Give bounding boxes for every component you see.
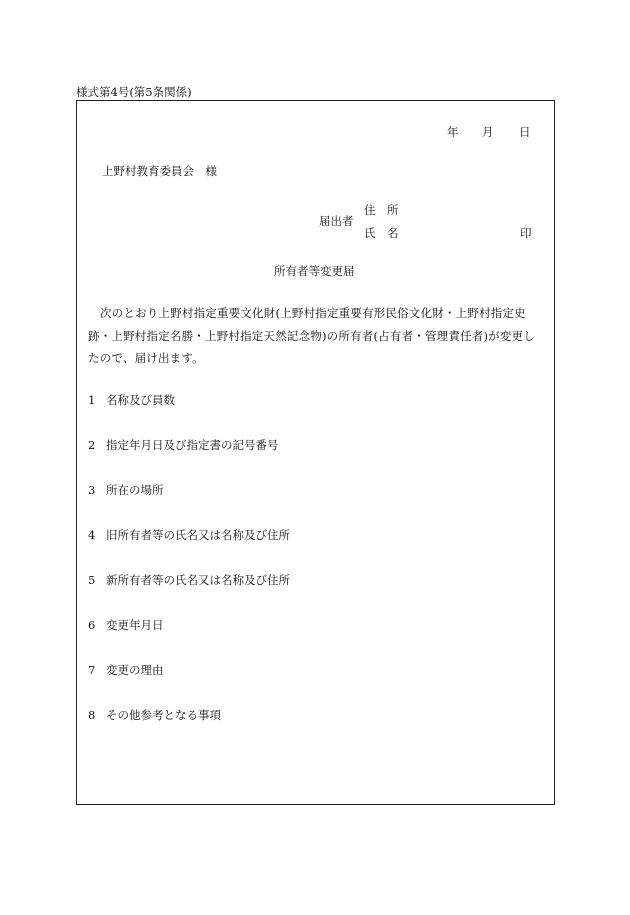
address-label: 住 所 — [364, 203, 399, 217]
list-item — [88, 707, 221, 723]
seal-label: 印 — [520, 226, 532, 240]
list-item — [88, 437, 279, 453]
item-number: 3 — [88, 483, 96, 497]
list-item — [88, 392, 175, 408]
item-label: 旧所有者等の氏名又は名称及び住所 — [106, 528, 290, 542]
item-number: 4 — [88, 528, 96, 542]
addressee: 上野村教育委員会 様 — [102, 164, 217, 178]
item-label: 新所有者等の氏名又は名称及び住所 — [106, 573, 290, 587]
date-month-label: 月 — [482, 125, 494, 139]
item-label: 変更年月日 — [106, 618, 164, 632]
item-label: 変更の理由 — [106, 663, 164, 677]
item-number: 2 — [88, 438, 96, 452]
list-item — [88, 572, 290, 588]
document-title: 所有者等変更届 — [274, 264, 355, 278]
item-number: 8 — [88, 708, 96, 722]
item-label: その他参考となる事項 — [106, 708, 221, 722]
item-number: 1 — [88, 393, 96, 407]
form-number-label: 様式第4号(第5条関係) — [76, 85, 192, 99]
date-year-label: 年 — [447, 125, 459, 139]
body-paragraph: 次のとおり上野村指定重要文化財(上野村指定重要有形民俗文化財・上野村指定史跡・上野村指定名勝・上野村指定天然記念物)の所有者(占有者・管理責任者)が変更したので、届け出ます。 — [88, 306, 535, 365]
item-label: 指定年月日及び指定書の記号番号 — [106, 438, 279, 452]
item-label: 所在の場所 — [106, 483, 164, 497]
list-item — [88, 662, 164, 678]
item-number: 7 — [88, 663, 96, 677]
applicant-label: 届出者 — [319, 214, 354, 228]
list-item — [88, 527, 290, 543]
list-item — [88, 617, 164, 633]
item-label: 名称及び員数 — [106, 393, 175, 407]
item-number: 5 — [88, 573, 96, 587]
name-label: 氏 名 — [364, 226, 399, 240]
item-number: 6 — [88, 618, 96, 632]
date-day-label: 日 — [519, 125, 531, 139]
list-item — [88, 482, 164, 498]
